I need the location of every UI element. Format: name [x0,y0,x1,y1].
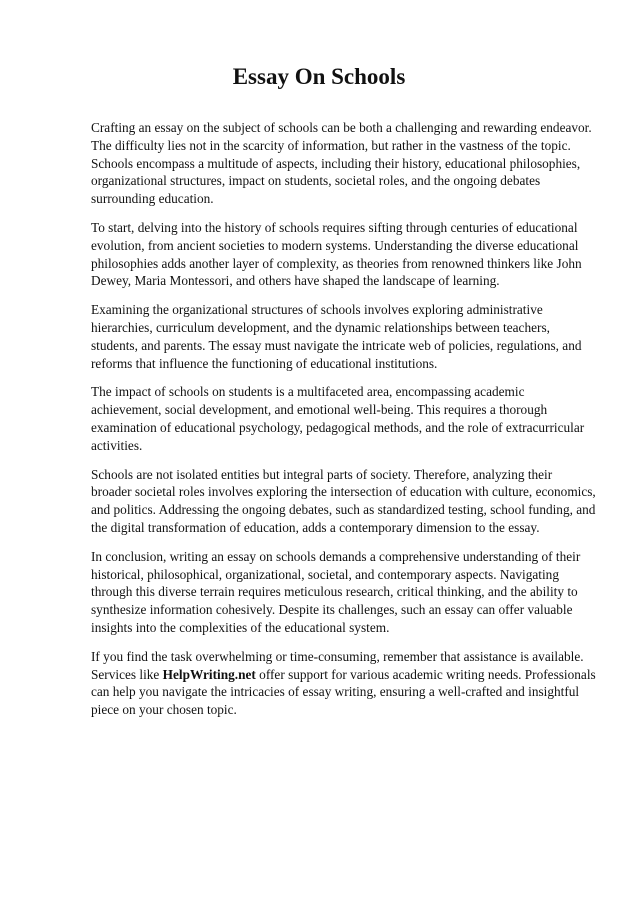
paragraph-intro: Crafting an essay on the subject of schools can be both a challenging and rewarding endeavor. The difficulty lies not in the scarcity of information, but rather in the vastness of the topic. Schools encompass a multitude of aspects, including their history, educational philosophies, organizational structures, impact on students, societal roles, and the ongoing debates surrounding education. [91,120,592,207]
paragraph-society: Schools are not isolated entities but integral parts of society. Therefore, analyzing their broader societal roles involves exploring the intersection of education with culture, economics, and politics. Addressing the ongoing debates, such as standardized testing, school funding, and the digital transformation of education, adds a contemporary dimension to the essay. [91,466,596,535]
paragraph-organization: Examining the organizational structures of schools involves exploring administrative hierarchies, curriculum development, and the dynamic relationships between teachers, students, and parents. The essay must navigate the intricate web of policies, regulations, and reforms that influence the functioning of educational institutions. [91,302,582,371]
document-title: Essay On Schools [232,64,406,89]
brand-name: HelpWriting.net [162,666,256,682]
document-body [91,119,596,730]
paragraph-history: To start, delving into the history of schools requires sifting through centuries of educational evolution, from ancient societies to modern systems. Understanding the diverse educational philosophies adds another layer of complexity, as theories from renowned thinkers like John Dewey, Maria Montessori, and others have shaped the landscape of learning. [91,219,582,289]
assistance-text-before: If you find the task overwhelming or time-consuming, remember that assistance is available. Services like [91,648,584,682]
assistance-text-after: offer support for various academic writing needs. Professionals can help you navigate the intricacies of essay writing, ensuring a well-crafted and insightful piece on your chosen topic. [91,666,596,718]
paragraph-assistance [91,648,596,719]
paragraph-impact: The impact of schools on students is a multifaceted area, encompassing academic achievement, social development, and emotional well-being. This requires a thorough examination of educational psychology, pedagogical methods, and the role of extracurricular activities. [91,384,585,453]
paragraph-conclusion: In conclusion, writing an essay on schools demands a comprehensive understanding of their historical, philosophical, organizational, societal, and contemporary aspects. Navigating through this diverse terrain requires meticulous research, critical thinking, and the ability to synthesize information cohesively. Despite its challenges, such an essay can offer valuable insights into the complexities of the educational system. [91,548,581,635]
